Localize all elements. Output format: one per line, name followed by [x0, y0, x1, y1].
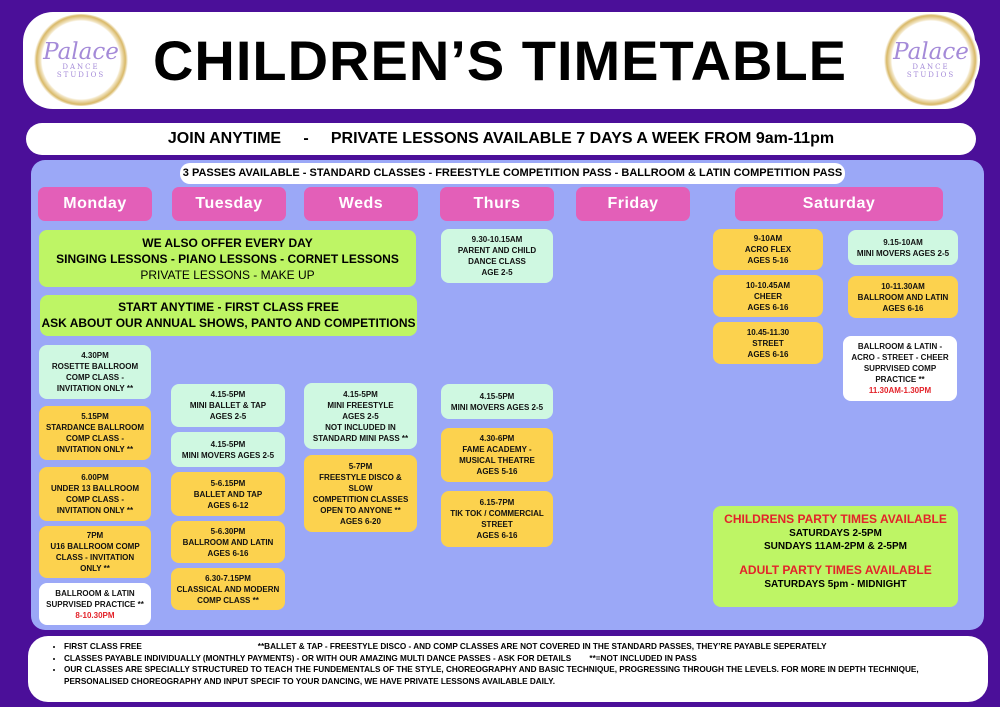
card-text: 9-10AM	[753, 234, 783, 243]
card-text: Palace	[43, 38, 119, 65]
every-day-info-box	[39, 230, 416, 287]
card-text: AGES 5-16	[747, 256, 789, 265]
card-text: MINI MOVERS AGES 2-5	[450, 402, 544, 412]
card-text: 10.45-11.30	[746, 327, 790, 337]
card-text: CLASSICAL AND MODERN	[176, 584, 280, 594]
class-card	[171, 568, 285, 610]
card-text: AGES 6-16	[747, 302, 789, 312]
card-text: AGES 5-16	[476, 467, 518, 476]
card-text: STREET	[481, 520, 513, 529]
class-card	[171, 472, 285, 516]
card-text: U16 BALLROOM COMP	[50, 542, 140, 551]
card-text: SUNDAYS 11AM-2PM & 2-5PM	[763, 541, 907, 552]
card-text: 5.15PM	[81, 412, 109, 421]
card-text: AGES 6-20	[340, 516, 381, 526]
card-text: STUDIOS	[906, 70, 956, 79]
card-text: PRACTICE **	[875, 375, 925, 384]
day-header-weds: Weds	[304, 187, 418, 221]
footer-note: • CLASSES PAYABLE INDIVIDUALLY (MONTHLY PAYMENTS) - OR WITH OUR AMAZING MULTI DANCE PASSES - ASK FOR DETAILS **=NOT INCLUDED IN PASS	[64, 653, 972, 665]
card-text: 4.15-5PM	[210, 390, 246, 399]
card-text: 7PM	[86, 531, 104, 540]
card-text: 11.30AM-1.30PM	[868, 386, 932, 395]
card-text: STUDIOS	[56, 70, 106, 79]
card-text: COMP CLASS **	[197, 595, 259, 605]
card-text: NOT INCLUDED IN	[325, 422, 396, 432]
class-card	[171, 521, 285, 563]
card-text: MINI MOVERS AGES 2-5	[856, 248, 950, 258]
card-text: ADULT PARTY TIMES AVAILABLE	[739, 563, 932, 577]
class-card	[713, 229, 823, 270]
class-card	[171, 432, 285, 467]
card-text: UNDER 13 BALLROOM	[50, 484, 139, 493]
card-text: MUSICAL THEATRE	[459, 456, 535, 465]
class-card	[441, 428, 553, 482]
card-text: 9.30-10.15AM	[471, 235, 523, 244]
class-card	[441, 384, 553, 419]
card-text: INVITATION ONLY **	[56, 506, 134, 515]
card-text: MINI MOVERS AGES 2-5	[181, 450, 275, 460]
card-text: COMP CLASS -	[65, 373, 125, 382]
card-text: 8-10.30PM	[75, 610, 115, 620]
card-text: DANCE CLASS	[468, 257, 526, 266]
card-text: FAME ACADEMY -	[462, 445, 532, 454]
class-card	[171, 384, 285, 427]
card-text: 4.15-5PM	[210, 439, 246, 449]
card-text: 4.30-6PM	[479, 434, 515, 443]
class-card	[441, 229, 553, 283]
day-header-monday: Monday	[38, 187, 152, 221]
card-text: TIK TOK / COMMERCIAL	[450, 509, 544, 518]
card-text: AGES 6-16	[476, 531, 518, 540]
join-anytime-bar: JOIN ANYTIME - PRIVATE LESSONS AVAILABLE 7 DAYS A WEEK FROM 9am-11pm	[26, 123, 976, 155]
day-header-thurs: Thurs	[440, 187, 554, 221]
card-text: 4.30PM	[81, 351, 109, 360]
card-text: START ANYTIME - FIRST CLASS FREE	[118, 300, 339, 314]
card-text: AGES 6-16	[882, 303, 924, 313]
card-text: STREET	[752, 338, 784, 348]
card-text: COMP CLASS -	[65, 495, 125, 504]
class-card	[304, 383, 417, 449]
class-card	[39, 345, 151, 399]
card-text: AGES 6-16	[207, 548, 249, 558]
card-text: INVITATION ONLY **	[56, 445, 134, 454]
card-text: CHILDRENS PARTY TIMES AVAILABLE	[724, 512, 947, 526]
class-card	[848, 230, 958, 265]
card-text: STANDARD MINI PASS **	[312, 433, 409, 443]
card-text: AGES 2-5	[209, 412, 247, 421]
card-text: COMPETITION CLASSES	[312, 494, 409, 504]
party-times-box	[713, 506, 958, 607]
card-text: CLASS - INVITATION	[55, 553, 135, 562]
card-text: WE ALSO OFFER EVERY DAY	[142, 236, 313, 250]
day-header-friday: Friday	[576, 187, 690, 221]
card-text: ACRO - STREET - CHEER	[851, 353, 949, 362]
card-text: ACRO FLEX	[744, 245, 792, 254]
class-card	[713, 322, 823, 364]
card-text: STARDANCE BALLROOM	[45, 423, 145, 432]
card-text: SUPRVISED COMP	[863, 364, 937, 373]
card-text: SINGING LESSONS - PIANO LESSONS - CORNET LESSONS	[56, 252, 399, 266]
card-text: PRIVATE LESSONS - MAKE UP	[140, 268, 315, 282]
card-text: 10-11.30AM	[881, 281, 925, 291]
card-text: 9.15-10AM	[883, 237, 923, 247]
card-text: 5-6.15PM	[210, 478, 246, 488]
class-card	[39, 467, 151, 521]
card-text: BALLROOM AND LATIN	[857, 292, 949, 302]
card-text: PARENT AND CHILD	[457, 246, 537, 255]
card-text: SATURDAYS 5pm - MIDNIGHT	[764, 579, 907, 590]
card-text: INVITATION ONLY **	[56, 384, 134, 393]
card-text: DANCE	[62, 62, 100, 71]
class-card	[713, 275, 823, 317]
card-text: AGE 2-5	[481, 268, 513, 277]
card-text: MINI BALLET & TAP	[189, 401, 267, 410]
card-text: SLOW	[348, 483, 373, 493]
card-text: BALLROOM & LATIN -	[857, 342, 943, 351]
class-card	[848, 276, 958, 318]
footer-note: • OUR CLASSES ARE SPECIALLY STRUCTURED TO TEACH THE FUNDEMENTALS OF THE STYLE, CHOREOGRAPHY AND BASIC TECHNIQUE, PROGRESSING THROUGH THE LEVELS. FOR MORE IN DEPTH TECHNIQUE, PERSONALISED CHOREOGRAPHY AND INPUT SPECIF TO YOUR DANCING, WE HAVE PRIVATE LESSONS AVAILABLE DAILY.	[64, 664, 972, 687]
card-text: 5-7PM	[348, 461, 373, 471]
day-header-saturday: Saturday	[735, 187, 943, 221]
card-text: DANCE	[912, 62, 950, 71]
card-text: ONLY **	[80, 564, 110, 573]
class-card	[441, 491, 553, 547]
palace-logo-left	[32, 14, 130, 106]
start-anytime-info-box	[40, 295, 417, 336]
card-text: BALLROOM & LATIN	[55, 588, 135, 598]
card-text: FREESTYLE DISCO &	[319, 472, 402, 482]
card-text: 6.00PM	[81, 473, 109, 482]
class-card	[39, 526, 151, 578]
class-card	[843, 336, 957, 401]
card-text: 10-10.45AM	[745, 280, 791, 290]
day-header-tuesday: Tuesday	[172, 187, 286, 221]
card-text: BALLET AND TAP	[193, 489, 263, 499]
card-text: SUPRVISED PRACTICE **	[46, 599, 144, 609]
card-text: 6.15-7PM	[479, 498, 515, 507]
class-card	[304, 455, 417, 532]
card-text: 4.15-5PM	[479, 391, 515, 401]
card-text: AGES 2-5	[342, 411, 379, 421]
card-text: 5-6.30PM	[210, 526, 246, 536]
card-text: 4.15-5PM	[343, 389, 378, 399]
footer-note: • FIRST CLASS FREE **BALLET & TAP - FREESTYLE DISCO - AND COMP CLASSES ARE NOT COVERED IN THE STANDARD PASSES, THEY’RE PAYABLE SEPERATELY	[64, 641, 972, 653]
card-text: BALLROOM AND LATIN	[182, 537, 274, 547]
card-text: COMP CLASS -	[65, 434, 125, 443]
card-text: OPEN TO ANYONE **	[320, 505, 401, 515]
card-text: MINI FREESTYLE	[327, 400, 394, 410]
card-text: 6.30-7.15PM	[205, 573, 251, 583]
card-text: AGES 6-12	[207, 500, 249, 510]
passes-bar: 3 PASSES AVAILABLE - STANDARD CLASSES - FREESTYLE COMPETITION PASS - BALLROOM & LATIN COMPETITION PASS	[180, 163, 845, 184]
card-text: Palace	[893, 38, 969, 65]
card-text: AGES 6-16	[747, 349, 789, 359]
card-text: ROSETTE BALLROOM	[51, 362, 139, 371]
palace-logo-right	[882, 14, 980, 106]
page-title: CHILDREN’S TIMETABLE	[152, 29, 848, 92]
class-card	[39, 406, 151, 460]
card-text: ASK ABOUT OUR ANNUAL SHOWS, PANTO AND COMPETITIONS	[41, 316, 416, 330]
footer-notes	[28, 636, 988, 702]
class-card	[39, 583, 151, 625]
card-text: CHEER	[753, 291, 782, 301]
card-text: SATURDAYS 2-5PM	[789, 528, 882, 539]
